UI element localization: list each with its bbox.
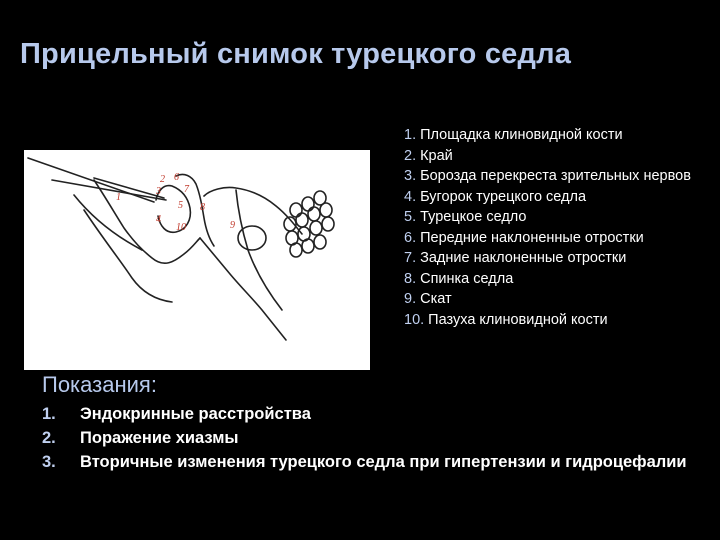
clivus-line <box>200 238 286 340</box>
legend-item <box>404 166 714 187</box>
legend-text: Турецкое седло <box>420 209 527 225</box>
legend-number: 9. <box>404 291 417 307</box>
legend-item <box>404 248 714 269</box>
legend-text: Бугорок турецкого седла <box>420 188 587 205</box>
indications-heading: Показания: <box>42 372 157 397</box>
legend-text: Площадка клиновидной кости <box>420 127 623 143</box>
legend-item <box>404 289 714 310</box>
indications-list <box>42 402 702 474</box>
legend-item <box>404 146 714 167</box>
legend-number: 8. <box>404 270 417 287</box>
legend-number: 1. <box>404 127 417 143</box>
legend-item <box>404 228 714 249</box>
label-4: 4 <box>156 214 161 225</box>
label-9: 9 <box>230 220 235 231</box>
slide-title: Прицельный снимок турецкого седла <box>20 38 572 70</box>
indication-item <box>42 426 702 450</box>
legend-text: Задние наклоненные отростки <box>420 250 627 266</box>
legend-number: 10. <box>404 311 425 328</box>
legend-list <box>404 125 714 330</box>
legend-number: 5. <box>404 209 417 225</box>
legend-text: Край <box>420 147 453 164</box>
legend-number: 6. <box>404 229 417 246</box>
legend-item <box>404 125 714 146</box>
legend-number: 2. <box>404 147 417 164</box>
legend-text: Пазуха клиновидной кости <box>428 311 608 328</box>
indication-item <box>42 402 702 426</box>
legend-item <box>404 187 714 208</box>
diagram-drawing <box>24 150 370 370</box>
sinus-cells <box>284 191 334 257</box>
indication-item <box>42 450 702 474</box>
label-2: 2 <box>160 174 165 185</box>
legend-item <box>404 310 714 331</box>
label-10: 10 <box>176 222 186 233</box>
legend-item <box>404 269 714 290</box>
legend-item <box>404 207 714 228</box>
indication-number: 3. <box>42 453 56 471</box>
legend-text: Спинка седла <box>420 270 514 287</box>
label-5: 5 <box>178 200 183 211</box>
label-7: 7 <box>184 184 189 195</box>
label-6: 6 <box>174 172 179 183</box>
legend-number: 3. <box>404 168 417 184</box>
legend-number: 4. <box>404 188 417 205</box>
legend-text: Передние наклоненные отростки <box>420 229 644 246</box>
planum-line <box>28 158 154 202</box>
label-8: 8 <box>200 202 205 213</box>
oval-structure <box>238 226 266 250</box>
outer-contour <box>204 187 302 234</box>
indication-text: Поражение хиазмы <box>80 429 239 447</box>
legend-number: 7. <box>404 250 417 266</box>
indication-text: Вторичные изменения турецкого седла при гипертензии и гидроцефалии <box>80 453 687 471</box>
label-1: 1 <box>116 192 121 203</box>
indication-number: 1. <box>42 405 56 423</box>
legend-text: Скат <box>420 291 452 307</box>
sella-turcica-diagram <box>24 150 370 370</box>
posterior-contour <box>236 190 282 310</box>
indication-text: Эндокринные расстройства <box>80 405 311 423</box>
legend-text: Борозда перекреста зрительных нервов <box>420 168 691 184</box>
label-3: 3 <box>156 186 161 197</box>
indication-number: 2. <box>42 429 56 447</box>
